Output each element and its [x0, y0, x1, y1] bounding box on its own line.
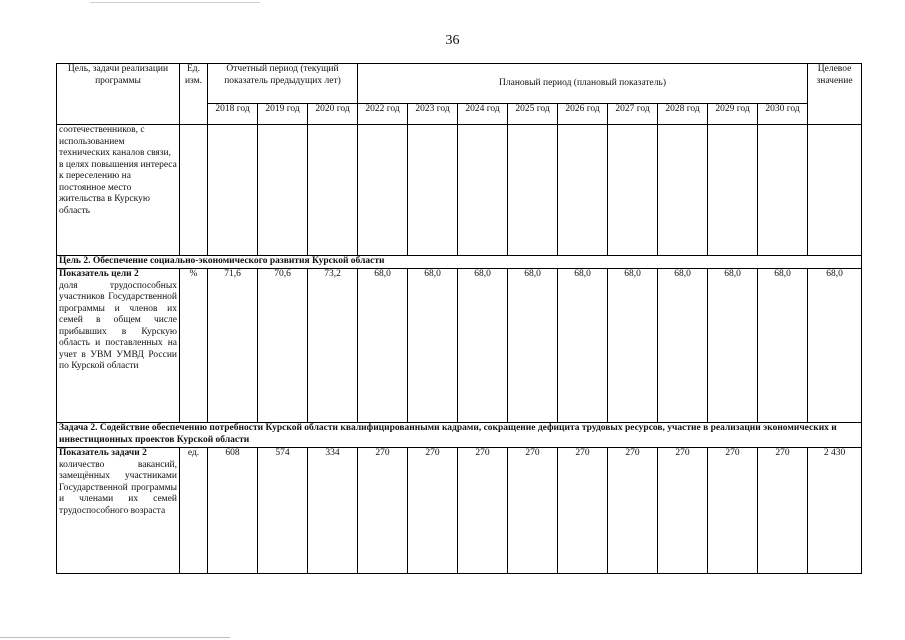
year-header: 2020 год	[308, 104, 358, 125]
year-header: 2028 год	[658, 104, 708, 125]
page-number: 36	[445, 33, 460, 48]
table-cell-value: 270	[708, 448, 758, 574]
year-header: 2029 год	[708, 104, 758, 125]
table-cell-value: 270	[608, 448, 658, 574]
year-header: 2024 год	[458, 104, 508, 125]
year-header: 2025 год	[508, 104, 558, 125]
scan-edge-top	[90, 2, 260, 3]
table-row	[57, 423, 862, 448]
header-goal: Цель, задачи реализации программы	[57, 64, 180, 125]
table-cell-value: 68,0	[408, 269, 458, 423]
table-cell-value: 68,0	[358, 269, 408, 423]
table-cell-value: 70,6	[258, 269, 308, 423]
goal-2-title: Цель 2. Обеспечение социально-экономического развития Курской области	[57, 256, 862, 269]
table-cell-value: 68,0	[458, 269, 508, 423]
indicator-unit: ед.	[180, 448, 208, 574]
table-cell-value: 68,0	[558, 269, 608, 423]
table-cell-value: 574	[258, 448, 308, 574]
indicator-target: 2 430	[808, 448, 862, 574]
table-cell-value: 270	[658, 448, 708, 574]
table-row	[57, 448, 862, 574]
year-header: 2026 год	[558, 104, 608, 125]
year-header: 2019 год	[258, 104, 308, 125]
table-row	[57, 256, 862, 269]
table-cell-value: 608	[208, 448, 258, 574]
table-cell-value: 270	[458, 448, 508, 574]
year-header: 2027 год	[608, 104, 658, 125]
indicator-task-2-head: Показатель задачи 2	[59, 448, 147, 458]
year-header: 2030 год	[758, 104, 808, 125]
table-cell-value: 68,0	[608, 269, 658, 423]
continuation-text: соотечественников, с использованием технических каналов связи, в целях повышения интереса к переселению на постоянное место жительства в Курскую область	[57, 125, 180, 256]
indicator-goal-2-description	[57, 269, 180, 423]
indicator-task-2-text: количество вакансий, замещённых участниками Государственной программы и членами их семей трудоспособного возраста	[59, 459, 177, 516]
table-cell-value: 334	[308, 448, 358, 574]
scan-edge-bottom	[0, 637, 230, 638]
header-unit: Ед. изм.	[180, 64, 208, 125]
indicator-task-2-description	[57, 448, 180, 574]
table-cell-value: 68,0	[508, 269, 558, 423]
header-reporting-period: Отчетный период (текущий показатель предыдущих лет)	[208, 64, 358, 104]
table-row	[57, 125, 862, 256]
indicator-target: 68,0	[808, 269, 862, 423]
indicator-goal-2-text: доля трудоспособных участников Государственной программы и членов их семей в общем числе прибывших в Курскую область и поставленных на учет в УВМ УМВД России по Курской области	[59, 280, 177, 371]
table-cell-value: 270	[758, 448, 808, 574]
header-planned-period: Плановый период (плановый показатель)	[358, 64, 808, 104]
table-cell-value: 68,0	[658, 269, 708, 423]
year-header: 2022 год	[358, 104, 408, 125]
year-header: 2023 год	[408, 104, 458, 125]
table-cell-value: 270	[408, 448, 458, 574]
indicator-goal-2-head: Показатель цели 2	[59, 269, 139, 279]
table-cell-value: 71,6	[208, 269, 258, 423]
indicator-unit: %	[180, 269, 208, 423]
year-header: 2018 год	[208, 104, 258, 125]
task-2-title: Задача 2. Содействие обеспечению потребности Курской области квалифицированными кадрами, сокращение дефицита трудовых ресурсов, участие в реализации экономических и инвестиционных проектов Курской области	[57, 423, 862, 448]
indicator-table	[56, 63, 862, 574]
table-header-row	[57, 64, 862, 104]
table-cell-value: 270	[558, 448, 608, 574]
table-cell-value: 73,2	[308, 269, 358, 423]
table-cell-value: 68,0	[708, 269, 758, 423]
header-target: Целевое значение	[808, 64, 862, 125]
table-cell-value: 68,0	[758, 269, 808, 423]
table-cell-value: 270	[508, 448, 558, 574]
table-row	[57, 269, 862, 423]
table-cell-value: 270	[358, 448, 408, 574]
